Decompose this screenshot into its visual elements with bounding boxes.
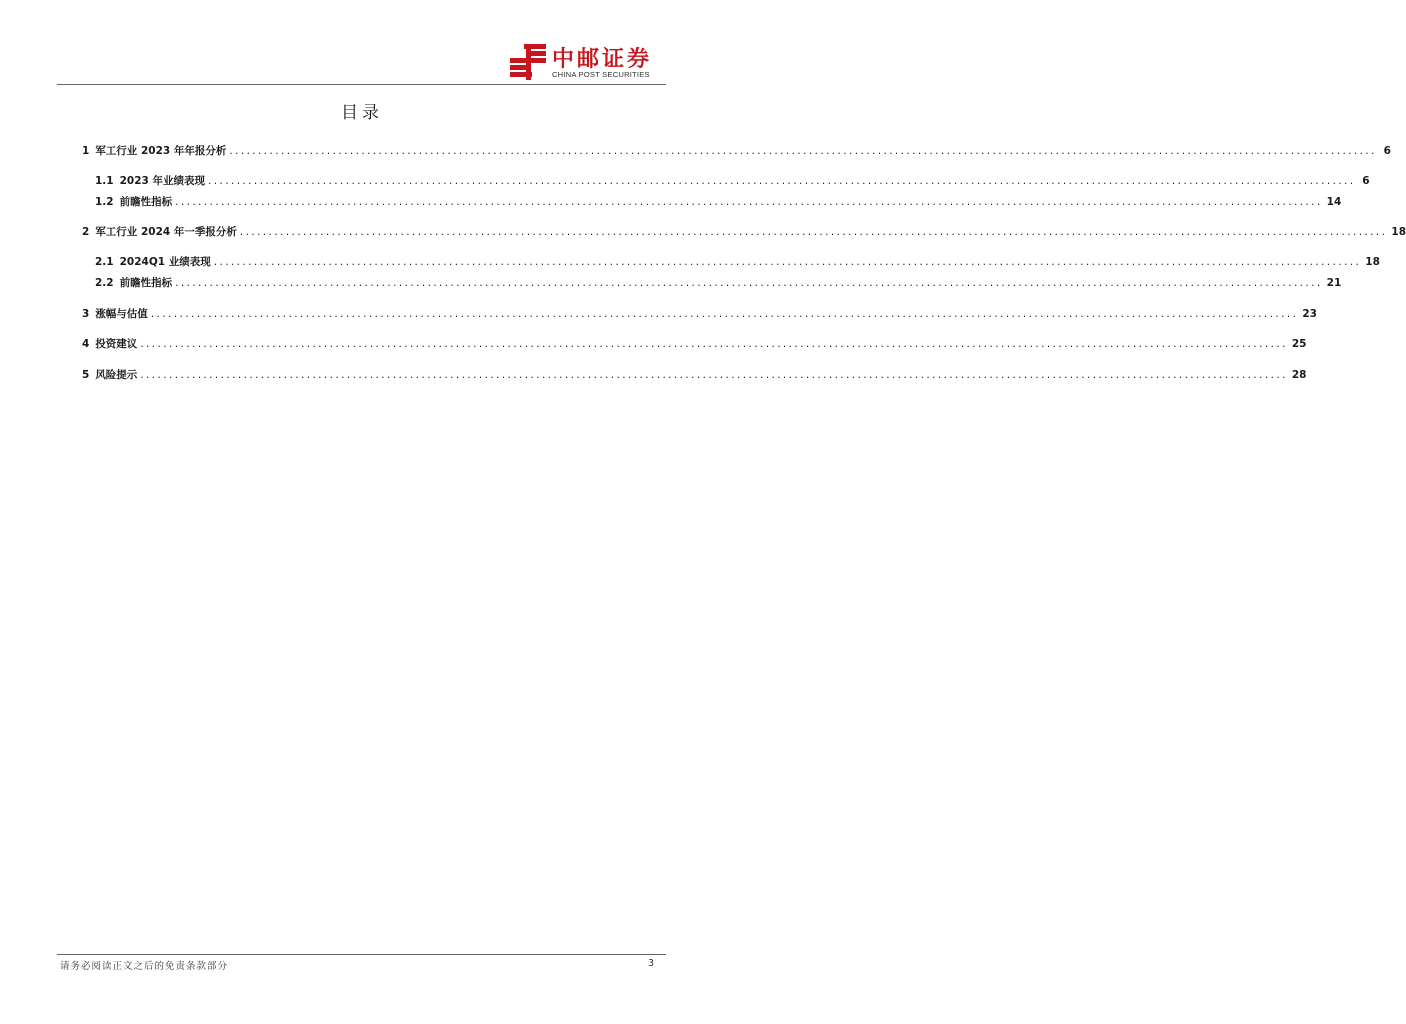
toc-entry-number: 2: [82, 226, 90, 238]
footer-divider: [57, 954, 666, 955]
toc-entry[interactable]: [95, 173, 1370, 187]
toc-entry[interactable]: [95, 275, 1342, 289]
toc-entry-title: 投资建议: [95, 338, 138, 350]
toc-entry-page: 28: [1291, 369, 1307, 381]
toc-entry-number: 1: [82, 145, 90, 157]
toc-entry[interactable]: [95, 194, 1342, 208]
toc-dot-leader: ........................................................................................................................................................................................................: [140, 338, 1288, 350]
toc-entry-page: 25: [1291, 338, 1307, 350]
toc-entry-page: 6: [1383, 145, 1391, 157]
toc-entry-number: 1.1: [95, 175, 114, 187]
china-post-logo-icon: [510, 44, 548, 80]
toc-entry-page: 23: [1302, 308, 1317, 320]
toc-entry-title: 涨幅与估值: [95, 308, 148, 320]
toc-dot-leader: ........................................................................................................................................................................................................: [208, 175, 1356, 187]
toc-dot-leader: ........................................................................................................................................................................................................: [175, 277, 1323, 289]
toc-entry[interactable]: [82, 367, 1307, 381]
header-divider: [57, 84, 666, 85]
toc-entry-page: 18: [1391, 226, 1406, 238]
toc-entry-page: 18: [1365, 256, 1380, 268]
toc-entry-page: 21: [1326, 277, 1342, 289]
footer-disclaimer: 请务必阅读正文之后的免责条款部分: [60, 961, 229, 972]
company-logo: [510, 42, 666, 82]
toc-entry-number: 5: [82, 369, 90, 381]
page-number: 3: [647, 958, 654, 969]
toc-entry[interactable]: [82, 306, 1317, 320]
toc-entry-number: 1.2: [95, 196, 114, 208]
toc-entry-number: 3: [82, 308, 90, 320]
toc-entry-page: 14: [1326, 196, 1342, 208]
toc-entry-title: 2024Q1 业绩表现: [119, 256, 211, 268]
toc-dot-leader: ........................................................................................................................................................................................................: [213, 256, 1362, 268]
toc-entry[interactable]: [82, 143, 1391, 157]
toc-entry-title: 军工行业 2024 年一季报分析: [95, 226, 237, 238]
toc-entry-number: 2.2: [95, 277, 114, 289]
toc-entry-page: 6: [1362, 175, 1370, 187]
logo-chinese-name: 中邮证券: [552, 47, 653, 72]
toc-entry[interactable]: [82, 336, 1307, 350]
toc-entry-number: 2.1: [95, 256, 114, 268]
toc-entry-title: 前瞻性指标: [119, 196, 173, 208]
toc-entry[interactable]: [82, 224, 1406, 238]
toc-entry-title: 前瞻性指标: [119, 277, 173, 289]
toc-dot-leader: ........................................................................................................................................................................................................: [175, 196, 1323, 208]
toc-entry[interactable]: [95, 254, 1380, 268]
toc-entry-number: 4: [82, 338, 90, 350]
toc-dot-leader: ........................................................................................................................................................................................................: [229, 145, 1377, 157]
logo-english-name: CHINA POST SECURITIES: [552, 70, 650, 79]
toc-entry-title: 2023 年业绩表现: [119, 175, 205, 187]
toc-entry-title: 军工行业 2023 年年报分析: [95, 145, 227, 157]
toc-dot-leader: ........................................................................................................................................................................................................: [239, 226, 1388, 238]
toc-dot-leader: ........................................................................................................................................................................................................: [150, 308, 1299, 320]
page-title: 目录: [341, 103, 383, 123]
toc-entry-title: 风险提示: [95, 369, 138, 381]
toc-dot-leader: ........................................................................................................................................................................................................: [140, 369, 1288, 381]
page-header: [57, 40, 666, 84]
